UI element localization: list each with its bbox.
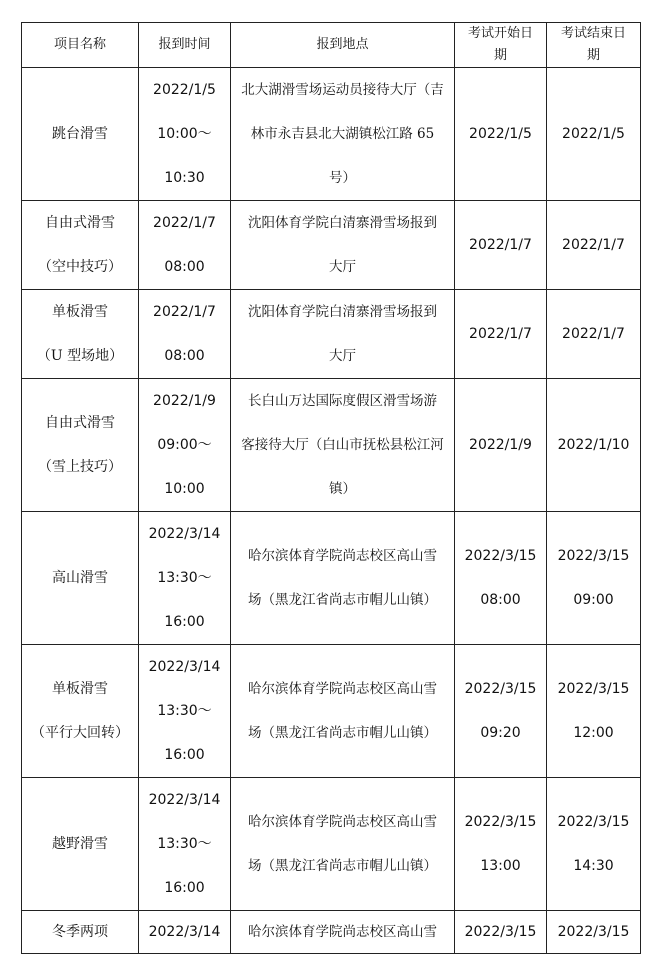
start-date-cell [455, 645, 547, 778]
checkin-time-cell-line: 13:30～16:00 [157, 836, 212, 896]
project-cell-line: 跳台滑雪 [52, 126, 108, 142]
start-date-cell [455, 911, 547, 954]
checkin-time-cell-line: 2022/1/7 [153, 304, 216, 320]
checkin-time-cell-line: 2022/3/14 [148, 659, 221, 675]
table-row [22, 201, 641, 290]
start-date-cell-line: 2022/3/15 [464, 681, 537, 697]
project-cell-line: 高山滑雪 [52, 570, 108, 586]
header-checkin-time: 报到时间 [139, 23, 231, 68]
end-date-cell-line: 2022/3/15 [557, 681, 630, 697]
end-date-cell [547, 512, 641, 645]
location-cell-line: 哈尔滨体育学院尚志校区高山雪 [248, 814, 437, 830]
location-cell-line: 大厅 [329, 259, 356, 275]
project-cell [22, 645, 139, 778]
checkin-time-cell-line: 2022/3/14 [148, 924, 221, 940]
end-date-cell-line: 2022/1/7 [562, 237, 625, 253]
checkin-time-cell-line: 10:00～10:30 [157, 126, 212, 186]
header-start-date: 考试开始日期 [455, 23, 547, 68]
location-cell [231, 379, 455, 512]
checkin-time-cell [139, 645, 231, 778]
project-cell-line: 单板滑雪 [52, 304, 108, 320]
start-date-cell-line: 2022/3/15 [464, 814, 537, 830]
location-cell [231, 911, 455, 954]
project-cell-line: 越野滑雪 [52, 836, 108, 852]
checkin-time-cell-line: 2022/3/14 [148, 526, 221, 542]
table-row [22, 68, 641, 201]
project-cell [22, 512, 139, 645]
location-cell-line: 镇） [329, 481, 356, 497]
header-row [22, 23, 641, 68]
end-date-cell [547, 290, 641, 379]
end-date-cell [547, 778, 641, 911]
table-row [22, 911, 641, 954]
checkin-time-cell [139, 379, 231, 512]
project-cell [22, 201, 139, 290]
project-cell-line: 冬季两项 [52, 924, 108, 940]
end-date-cell [547, 201, 641, 290]
location-cell [231, 201, 455, 290]
end-date-cell-line: 2022/1/10 [557, 437, 630, 453]
project-cell [22, 379, 139, 512]
location-cell-line: 沈阳体育学院白清寨滑雪场报到 [248, 304, 437, 320]
location-cell-line: 客接待大厅（白山市抚松县松江河 [241, 437, 444, 453]
start-date-cell-line: 13:00 [480, 858, 521, 874]
location-cell-line: 大厅 [329, 348, 356, 364]
location-cell-line: 沈阳体育学院白清寨滑雪场报到 [248, 215, 437, 231]
checkin-time-cell [139, 512, 231, 645]
location-cell-line: 长白山万达国际度假区滑雪场游 [248, 393, 437, 409]
checkin-time-cell [139, 201, 231, 290]
location-cell [231, 290, 455, 379]
start-date-cell [455, 290, 547, 379]
checkin-time-cell [139, 778, 231, 911]
end-date-cell-line: 2022/3/15 [557, 548, 630, 564]
project-cell-line: （雪上技巧） [38, 459, 122, 475]
table-row [22, 290, 641, 379]
location-cell-line: 场（黑龙江省尚志市帽儿山镇） [248, 592, 437, 608]
checkin-time-cell-line: 13:30～16:00 [157, 570, 212, 630]
checkin-time-cell [139, 290, 231, 379]
end-date-cell-line: 2022/1/5 [562, 126, 625, 142]
end-date-cell [547, 68, 641, 201]
start-date-cell [455, 68, 547, 201]
checkin-time-cell-line: 09:00～10:00 [157, 437, 212, 497]
project-cell [22, 290, 139, 379]
header-project: 项目名称 [22, 23, 139, 68]
location-cell-line: 林市永吉县北大湖镇松江路 65 [250, 126, 435, 142]
location-cell-line: 哈尔滨体育学院尚志校区高山雪 [248, 681, 437, 697]
start-date-cell-line: 08:00 [480, 592, 521, 608]
checkin-time-cell-line: 08:00 [164, 348, 205, 364]
checkin-time-cell-line: 2022/1/7 [153, 215, 216, 231]
location-cell [231, 645, 455, 778]
location-cell [231, 778, 455, 911]
checkin-time-cell-line: 13:30～16:00 [157, 703, 212, 763]
table-row [22, 645, 641, 778]
project-cell-line: （U 型场地） [36, 348, 124, 364]
table-row [22, 512, 641, 645]
end-date-cell-line: 2022/1/7 [562, 326, 625, 342]
project-cell-line: （空中技巧） [38, 259, 122, 275]
header-end-date: 考试结束日期 [547, 23, 641, 68]
project-cell [22, 778, 139, 911]
location-cell-line: 场（黑龙江省尚志市帽儿山镇） [248, 858, 437, 874]
location-cell-line: 场（黑龙江省尚志市帽儿山镇） [248, 725, 437, 741]
table-row [22, 379, 641, 512]
location-cell-line: 号） [329, 170, 356, 186]
location-cell-line: 北大湖滑雪场运动员接待大厅（吉 [241, 82, 444, 98]
checkin-time-cell-line: 2022/1/5 [153, 82, 216, 98]
project-cell-line: （平行大回转） [31, 725, 129, 741]
start-date-cell [455, 379, 547, 512]
location-cell-line: 哈尔滨体育学院尚志校区高山雪 [248, 548, 437, 564]
project-cell [22, 911, 139, 954]
project-cell [22, 68, 139, 201]
header-location: 报到地点 [231, 23, 455, 68]
start-date-cell-line: 2022/1/7 [469, 237, 532, 253]
checkin-time-cell [139, 911, 231, 954]
project-cell-line: 自由式滑雪 [45, 415, 115, 431]
end-date-cell-line: 09:00 [573, 592, 614, 608]
table-row [22, 778, 641, 911]
location-cell [231, 512, 455, 645]
end-date-cell-line: 2022/3/15 [557, 924, 630, 940]
start-date-cell [455, 512, 547, 645]
start-date-cell-line: 09:20 [480, 725, 521, 741]
end-date-cell-line: 12:00 [573, 725, 614, 741]
start-date-cell [455, 201, 547, 290]
start-date-cell-line: 2022/3/15 [464, 924, 537, 940]
end-date-cell [547, 379, 641, 512]
start-date-cell-line: 2022/3/15 [464, 548, 537, 564]
location-cell [231, 68, 455, 201]
end-date-cell [547, 645, 641, 778]
location-cell-line: 哈尔滨体育学院尚志校区高山雪 [248, 924, 437, 940]
start-date-cell-line: 2022/1/5 [469, 126, 532, 142]
checkin-time-cell [139, 68, 231, 201]
project-cell-line: 单板滑雪 [52, 681, 108, 697]
start-date-cell-line: 2022/1/9 [469, 437, 532, 453]
end-date-cell-line: 2022/3/15 [557, 814, 630, 830]
exam-schedule-table [21, 22, 641, 954]
checkin-time-cell-line: 08:00 [164, 259, 205, 275]
end-date-cell-line: 14:30 [573, 858, 614, 874]
checkin-time-cell-line: 2022/3/14 [148, 792, 221, 808]
start-date-cell-line: 2022/1/7 [469, 326, 532, 342]
project-cell-line: 自由式滑雪 [45, 215, 115, 231]
start-date-cell [455, 778, 547, 911]
end-date-cell [547, 911, 641, 954]
checkin-time-cell-line: 2022/1/9 [153, 393, 216, 409]
